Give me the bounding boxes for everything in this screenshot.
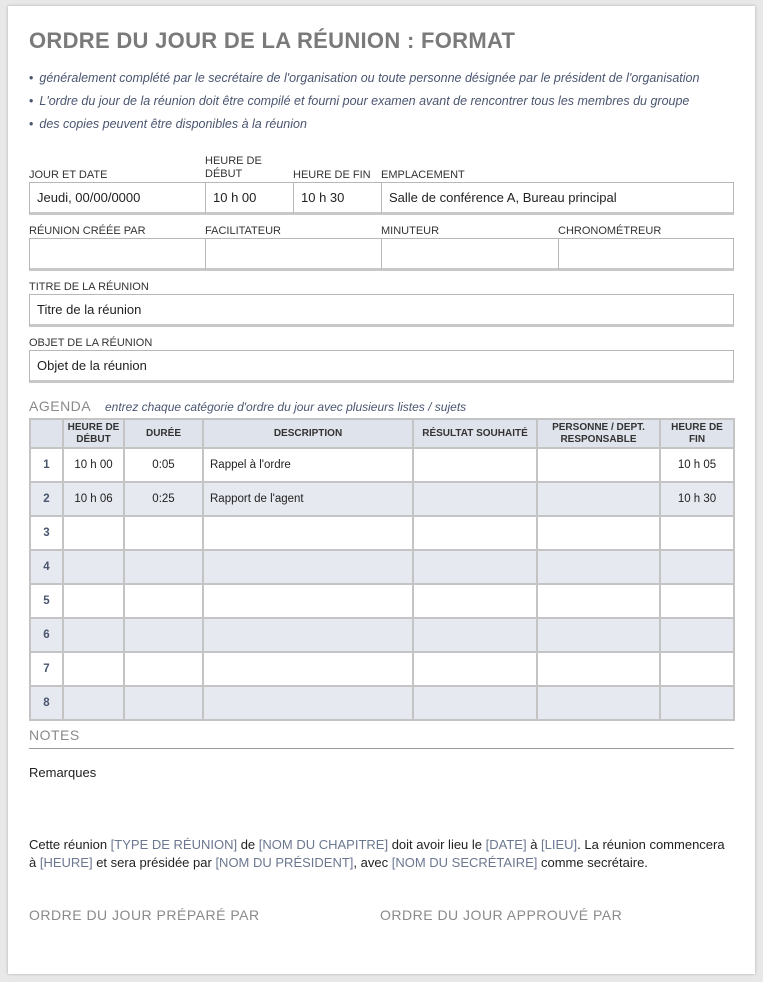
table-row bbox=[30, 516, 734, 550]
responsable-cell[interactable] bbox=[537, 618, 660, 652]
para-text: de bbox=[237, 837, 259, 852]
minuteur-field[interactable] bbox=[381, 238, 559, 271]
para-text: Cette réunion bbox=[29, 837, 111, 852]
heure-fin-cell[interactable] bbox=[660, 618, 734, 652]
heure-fin-cell[interactable] bbox=[660, 516, 734, 550]
instruction-item: • L'ordre du jour de la réunion doit être compilé et fourni pour examen avant de rencontrer tous les membres du groupe bbox=[29, 93, 739, 116]
para-text: doit avoir lieu le bbox=[388, 837, 486, 852]
approved-by-label: ORDRE DU JOUR APPROUVÉ PAR bbox=[380, 907, 623, 923]
placeholder-type[interactable]: [TYPE DE RÉUNION] bbox=[110, 837, 238, 852]
resultat-cell[interactable] bbox=[413, 516, 537, 550]
table-row bbox=[30, 686, 734, 720]
col-header-heure-debut: HEURE DE DÉBUT bbox=[63, 419, 124, 448]
remarques-text[interactable]: Remarques bbox=[29, 765, 97, 780]
jour-date-label: JOUR ET DATE bbox=[29, 169, 108, 181]
resultat-cell[interactable] bbox=[413, 584, 537, 618]
table-row bbox=[30, 618, 734, 652]
placeholder-lieu[interactable]: [LIEU] bbox=[541, 837, 578, 852]
placeholder-chapitre[interactable]: [NOM DU CHAPITRE] bbox=[258, 837, 389, 852]
heure-debut-cell[interactable] bbox=[63, 516, 124, 550]
agenda-header-row bbox=[30, 419, 734, 448]
emplacement-field[interactable]: Salle de conférence A, Bureau principal bbox=[381, 182, 734, 215]
creee-par-label: RÉUNION CRÉÉE PAR bbox=[29, 225, 146, 237]
emplacement-label: EMPLACEMENT bbox=[381, 169, 465, 181]
col-header-heure-fin: HEURE DE FIN bbox=[660, 419, 734, 448]
resultat-cell[interactable] bbox=[413, 550, 537, 584]
heure-debut-cell[interactable] bbox=[63, 618, 124, 652]
placeholder-president[interactable]: [NOM DU PRÉSIDENT] bbox=[215, 855, 354, 870]
para-text: . La réunion commencera à bbox=[29, 837, 725, 870]
heure-debut-cell[interactable] bbox=[63, 584, 124, 618]
row-number: 2 bbox=[30, 482, 63, 516]
placeholder-secretaire[interactable]: [NOM DU SECRÉTAIRE] bbox=[391, 855, 538, 870]
heure-debut-label-line2: DÉBUT bbox=[205, 168, 243, 180]
placeholder-date[interactable]: [DATE] bbox=[485, 837, 527, 852]
heure-fin-cell[interactable] bbox=[660, 584, 734, 618]
duree-cell[interactable]: 0:05 bbox=[124, 448, 203, 482]
page-title: ORDRE DU JOUR DE LA RÉUNION : FORMAT bbox=[29, 28, 516, 53]
heure-fin-cell[interactable] bbox=[660, 652, 734, 686]
chronometreur-field[interactable] bbox=[558, 238, 734, 271]
duree-cell[interactable] bbox=[124, 618, 203, 652]
agenda-label: AGENDA bbox=[29, 398, 92, 414]
resultat-cell[interactable] bbox=[413, 482, 537, 516]
instruction-list bbox=[29, 70, 739, 139]
heure-fin-cell[interactable] bbox=[660, 550, 734, 584]
heure-fin-cell[interactable]: 10 h 30 bbox=[660, 482, 734, 516]
prepared-by-label: ORDRE DU JOUR PRÉPARÉ PAR bbox=[29, 907, 260, 923]
document-page bbox=[8, 6, 755, 974]
para-text: à bbox=[526, 837, 542, 852]
heure-fin-cell[interactable]: 10 h 05 bbox=[660, 448, 734, 482]
duree-cell[interactable]: 0:25 bbox=[124, 482, 203, 516]
resultat-cell[interactable] bbox=[413, 652, 537, 686]
description-cell[interactable] bbox=[203, 618, 413, 652]
row-number: 7 bbox=[30, 652, 63, 686]
col-header-responsable: PERSONNE / DEPT. RESPONSABLE bbox=[537, 419, 660, 448]
objet-label: OBJET DE LA RÉUNION bbox=[29, 337, 153, 349]
meeting-paragraph bbox=[29, 836, 729, 872]
duree-cell[interactable] bbox=[124, 584, 203, 618]
col-header-num bbox=[30, 419, 63, 448]
heure-fin-label: HEURE DE FIN bbox=[293, 169, 371, 181]
minuteur-label: MINUTEUR bbox=[381, 225, 440, 237]
row-number: 6 bbox=[30, 618, 63, 652]
chronometreur-label: CHRONOMÉTREUR bbox=[558, 225, 662, 237]
para-text: comme secrétaire. bbox=[537, 855, 648, 870]
heure-debut-label bbox=[205, 155, 262, 181]
heure-debut-field[interactable]: 10 h 00 bbox=[205, 182, 294, 215]
row-number: 4 bbox=[30, 550, 63, 584]
para-text: , avec bbox=[353, 855, 392, 870]
responsable-cell[interactable] bbox=[537, 550, 660, 584]
responsable-cell[interactable] bbox=[537, 516, 660, 550]
description-cell[interactable] bbox=[203, 686, 413, 720]
row-number: 1 bbox=[30, 448, 63, 482]
heure-fin-field[interactable]: 10 h 30 bbox=[293, 182, 382, 215]
notes-divider bbox=[29, 748, 734, 749]
heure-debut-cell[interactable]: 10 h 06 bbox=[63, 482, 124, 516]
heure-debut-cell[interactable] bbox=[63, 686, 124, 720]
table-row bbox=[30, 584, 734, 618]
resultat-cell[interactable] bbox=[413, 618, 537, 652]
heure-debut-cell[interactable] bbox=[63, 652, 124, 686]
notes-label: NOTES bbox=[29, 727, 80, 743]
table-row bbox=[30, 652, 734, 686]
responsable-cell[interactable] bbox=[537, 584, 660, 618]
responsable-cell[interactable] bbox=[537, 482, 660, 516]
row-number: 8 bbox=[30, 686, 63, 720]
heure-debut-cell[interactable] bbox=[63, 550, 124, 584]
row-number: 3 bbox=[30, 516, 63, 550]
description-cell[interactable]: Rapport de l'agent bbox=[203, 482, 413, 516]
agenda-hint: entrez chaque catégorie d'ordre du jour avec plusieurs listes / sujets bbox=[105, 400, 467, 414]
jour-date-field[interactable]: Jeudi, 00/00/0000 bbox=[29, 182, 206, 215]
agenda-table bbox=[29, 418, 735, 721]
instruction-item: • généralement complété par le secrétaire de l'organisation ou toute personne désignée par le président de l'organisation bbox=[29, 70, 739, 93]
duree-cell[interactable] bbox=[124, 550, 203, 584]
para-text: et sera présidée par bbox=[92, 855, 216, 870]
heure-fin-cell[interactable] bbox=[660, 686, 734, 720]
resultat-cell[interactable] bbox=[413, 686, 537, 720]
description-cell[interactable] bbox=[203, 550, 413, 584]
facilitateur-field[interactable] bbox=[205, 238, 382, 271]
description-cell[interactable] bbox=[203, 516, 413, 550]
col-header-description: DESCRIPTION bbox=[203, 419, 413, 448]
objet-field[interactable]: Objet de la réunion bbox=[29, 350, 734, 383]
duree-cell[interactable] bbox=[124, 652, 203, 686]
heure-debut-label-line1: HEURE DE bbox=[205, 155, 262, 167]
duree-cell[interactable] bbox=[124, 686, 203, 720]
description-cell[interactable]: Rappel à l'ordre bbox=[203, 448, 413, 482]
table-row bbox=[30, 448, 734, 482]
responsable-cell[interactable] bbox=[537, 652, 660, 686]
duree-cell[interactable] bbox=[124, 516, 203, 550]
description-cell[interactable] bbox=[203, 652, 413, 686]
instruction-item: • des copies peuvent être disponibles à la réunion bbox=[29, 116, 739, 139]
col-header-duree: DURÉE bbox=[124, 419, 203, 448]
responsable-cell[interactable] bbox=[537, 686, 660, 720]
row-number: 5 bbox=[30, 584, 63, 618]
facilitateur-label: FACILITATEUR bbox=[205, 225, 281, 237]
resultat-cell[interactable] bbox=[413, 448, 537, 482]
responsable-cell[interactable] bbox=[537, 448, 660, 482]
description-cell[interactable] bbox=[203, 584, 413, 618]
creee-par-field[interactable] bbox=[29, 238, 206, 271]
titre-field[interactable]: Titre de la réunion bbox=[29, 294, 734, 327]
heure-debut-cell[interactable]: 10 h 00 bbox=[63, 448, 124, 482]
placeholder-heure[interactable]: [HEURE] bbox=[39, 855, 93, 870]
col-header-resultat: RÉSULTAT SOUHAITÉ bbox=[413, 419, 537, 448]
titre-label: TITRE DE LA RÉUNION bbox=[29, 281, 149, 293]
table-row bbox=[30, 550, 734, 584]
table-row bbox=[30, 482, 734, 516]
